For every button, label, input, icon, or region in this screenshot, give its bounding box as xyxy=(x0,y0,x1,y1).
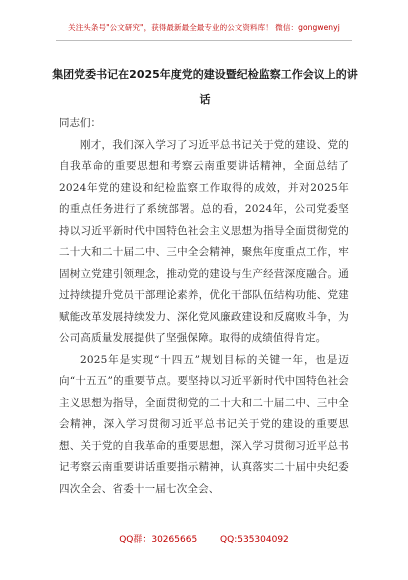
paragraph: 刚才，我们深入学习了习近平总书记关于党的建设、党的自我革命的重要思想和考察云南重要讲话精神，全面总结了2024年党的建设和纪检监察工作取得的成效，并对2025年的重点任务进行了系统部署。总的看，2024年，公司党委坚持以习近平新时代中国特色社会主义思想为指导全面贯彻党的二十大和二十届二中、三中全会精神，聚焦年度重点工作，牢固树立党建引领理念，推动党的建设与生产经营深度融合。通过持续提升党员干部理论素养，优化干部队伍结构功能、党建赋能改革发展持续发力、深化党风廉政建设和反腐败斗争，为公司高质量发展提供了坚强保障。取得的成绩值得肯定。 xyxy=(59,138,349,344)
footer-qq-group: QQ群：30265665 xyxy=(119,535,198,545)
document-body xyxy=(59,113,349,500)
header-divider xyxy=(56,40,352,41)
header-banner: 关注头条号"公文研究"，获得最新最全最专业的公文资料库！ 微信：gongwenyj xyxy=(68,23,340,32)
footer-qq: QQ:535304092 xyxy=(220,535,289,545)
document-title: 集团党委书记在2025年度党的建设暨纪检监察工作会议上的讲话 xyxy=(52,68,358,106)
paragraph: 2025年是实现“十四五”规划目标的关键一年，也是迈向“十五五”的重要节点。要坚持以习近平新时代中国特色社会主义思想为指导，全面贯彻党的二十大和二十届二中、三中全会精神，深入学习贯彻习近平总书记关于党的建设的重要思想、关于党的自我革命的重要思想，深入学习贯彻习近平总书记考察云南重要讲话重要指示精神，认真落实二十届中央纪委四次全会、省委十一届七次全会、 xyxy=(59,353,349,495)
footer-contact xyxy=(0,532,408,545)
salutation: 同志们： xyxy=(59,117,101,129)
